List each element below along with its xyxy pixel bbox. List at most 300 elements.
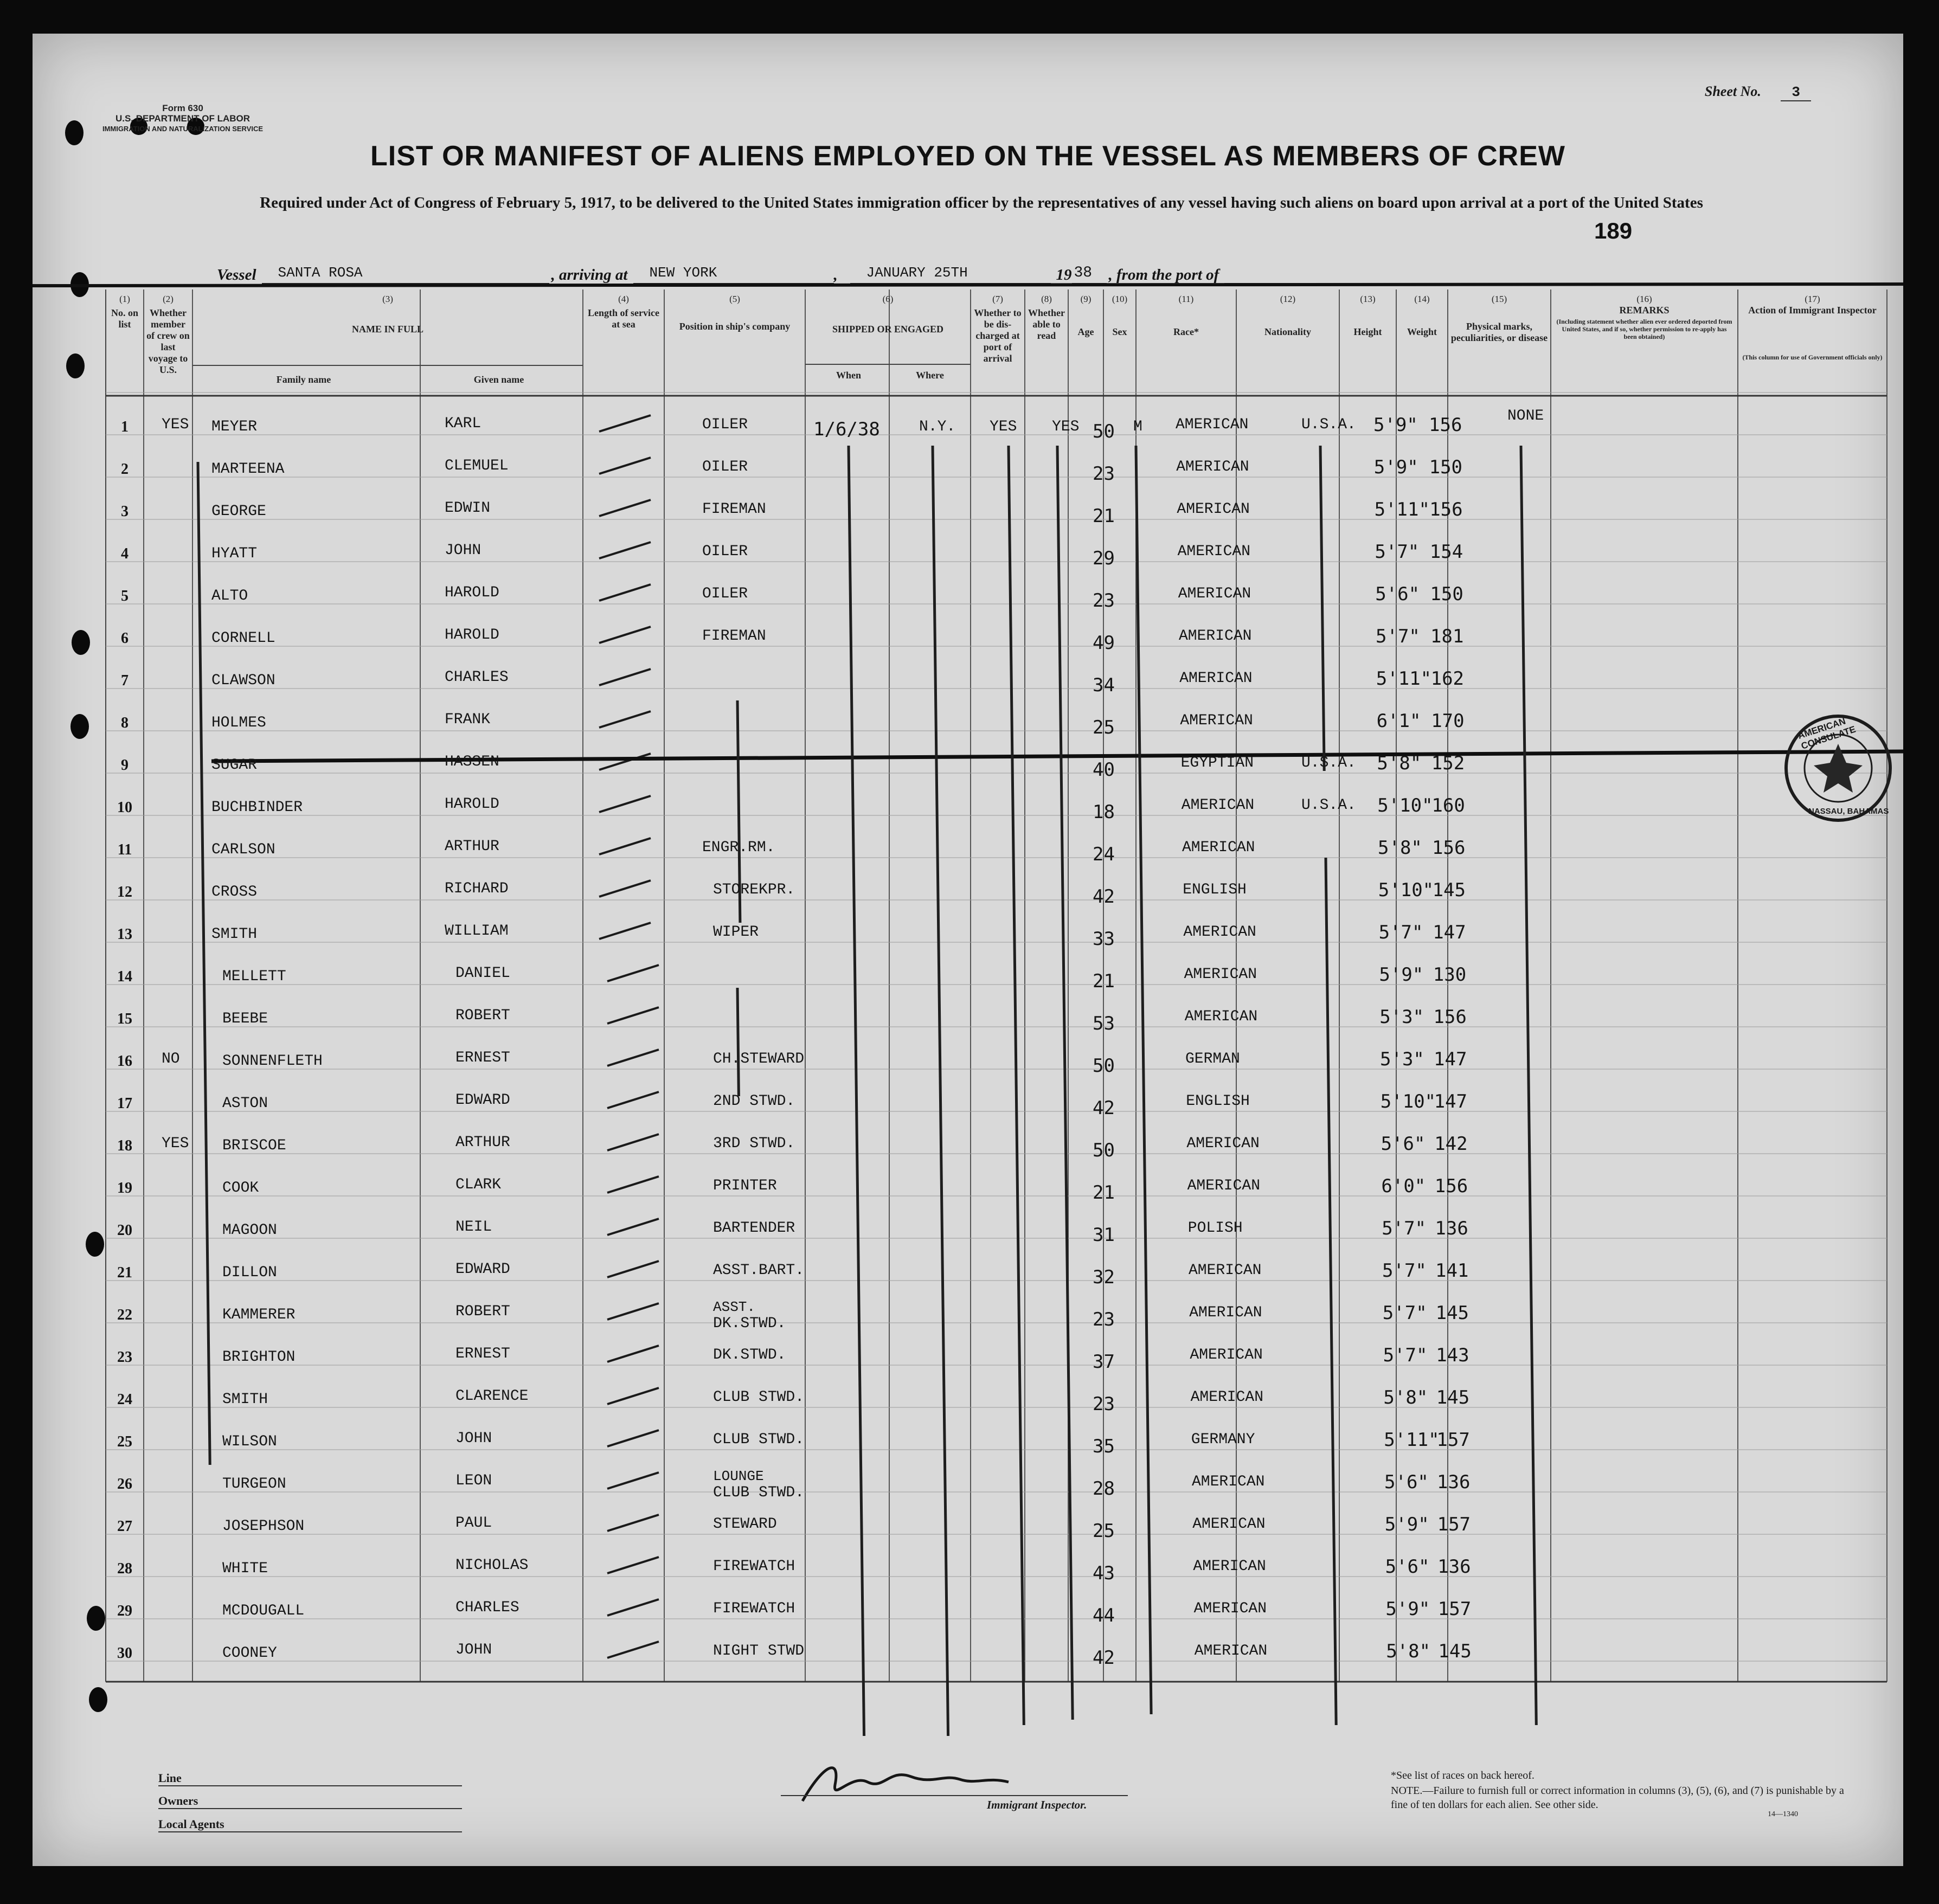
position-in-company: STOREKPR. <box>713 882 795 898</box>
given-name: ARTHUR <box>455 1134 510 1151</box>
position-in-company: 3RD STWD. <box>713 1135 795 1152</box>
arriving-label: , arriving at <box>551 266 628 284</box>
race-value: AMERICAN <box>1182 839 1255 856</box>
column-number-c2: (2) <box>163 294 174 304</box>
position-in-company: ENGR.RM. <box>702 839 775 856</box>
crew-member-status: YES <box>162 1135 189 1152</box>
service-length-mark <box>607 1346 659 1362</box>
given-name: ARTHUR <box>445 838 499 855</box>
height-value: 5'11" <box>1374 499 1430 520</box>
age-value: 40 <box>1093 759 1115 781</box>
weight-value: 154 <box>1429 541 1463 563</box>
given-name: NICHOLAS <box>455 1557 529 1574</box>
service-length-mark <box>599 880 651 897</box>
age-value: 33 <box>1093 928 1115 950</box>
position-in-company: ASST.BART. <box>713 1262 805 1279</box>
column-header-c10: Sex <box>1112 326 1127 337</box>
column-header-action-note: (This column for use of Government officials only) <box>1742 353 1883 361</box>
service-length-mark <box>607 1007 659 1024</box>
height-value: 5'6" <box>1384 1471 1429 1493</box>
nationality-value: U.S.A. <box>1301 755 1356 771</box>
voyage-rule <box>33 284 1903 286</box>
column-header-c14: Weight <box>1407 326 1437 337</box>
family-name: ALTO <box>211 588 248 604</box>
family-name: JOSEPHSON <box>222 1518 305 1535</box>
column-header-c7: Whether to be dis-charged at port of arrival <box>974 307 1022 364</box>
height-value: 5'11" <box>1384 1429 1440 1451</box>
family-name: COONEY <box>222 1645 277 1662</box>
height-value: 5'8" <box>1377 752 1422 774</box>
height-value: 5'10" <box>1377 795 1433 816</box>
row-number: 21 <box>117 1264 132 1281</box>
weight-value: 142 <box>1434 1133 1468 1155</box>
footer-agents-label: Local Agents <box>158 1817 462 1832</box>
age-value: 23 <box>1093 1309 1115 1330</box>
age-value: 21 <box>1093 970 1115 992</box>
age-value: 43 <box>1093 1562 1115 1584</box>
race-value: AMERICAN <box>1184 1008 1258 1025</box>
family-name: BEEBE <box>222 1011 268 1027</box>
age-value: 23 <box>1093 590 1115 612</box>
weight-value: 181 <box>1430 626 1464 647</box>
row-number: 12 <box>117 884 132 900</box>
row-number: 17 <box>117 1095 132 1112</box>
given-name: CLARENCE <box>455 1388 529 1405</box>
form-service: IMMIGRATION AND NATURALIZATION SERVICE <box>102 125 264 133</box>
footer-note-penalty: NOTE.—Failure to furnish full or correct information in columns (3), (5), (6), and (7) is punishable by a fine of ten dollars for each alien. See other side. <box>1391 1785 1844 1811</box>
family-name: WHITE <box>222 1560 268 1577</box>
race-value: AMERICAN <box>1192 1516 1266 1533</box>
service-length-mark <box>607 1388 659 1404</box>
form-number: Form 630 <box>162 103 203 113</box>
row-number: 25 <box>117 1433 132 1450</box>
given-name: DANIEL <box>455 965 510 982</box>
given-name: JOHN <box>455 1642 492 1658</box>
weight-value: 156 <box>1429 414 1462 436</box>
height-value: 5'7" <box>1382 1302 1427 1324</box>
given-name: NEIL <box>455 1219 492 1236</box>
stamp-city: NASSAU, BAHAMAS <box>1808 807 1889 816</box>
race-value: AMERICAN <box>1178 586 1251 602</box>
service-length-mark <box>607 1050 659 1066</box>
stamp-text: AMERICAN CONSULATE <box>1796 716 1857 751</box>
given-name: ROBERT <box>455 1007 510 1024</box>
age-value: 21 <box>1093 1182 1115 1204</box>
age-value: 32 <box>1093 1266 1115 1288</box>
family-name: CARLSON <box>211 841 275 858</box>
height-value: 6'0" <box>1381 1175 1426 1197</box>
given-name: CHARLES <box>445 669 509 686</box>
manifest-sheet <box>33 34 1903 1866</box>
position-in-company: DK.STWD. <box>713 1315 786 1332</box>
race-value: AMERICAN <box>1193 1558 1266 1575</box>
service-length-mark <box>599 796 651 812</box>
race-value: AMERICAN <box>1189 1262 1262 1279</box>
form-department: U.S. DEPARTMENT OF LABOR <box>115 113 251 124</box>
height-value: 5'10" <box>1380 1091 1436 1112</box>
column-header-c8: Whether able to read <box>1028 307 1065 341</box>
family-name: CLAWSON <box>211 672 275 689</box>
service-length-mark <box>607 1219 659 1235</box>
ditto-position <box>737 988 739 1096</box>
weight-value: 136 <box>1435 1218 1468 1239</box>
service-length-mark <box>599 711 651 728</box>
position-in-company: CH.STEWARD <box>713 1051 805 1067</box>
weight-value: 145 <box>1436 1387 1470 1408</box>
vessel-label: Vessel <box>217 266 256 284</box>
age-value: 23 <box>1093 1393 1115 1415</box>
row-number: 6 <box>121 630 129 647</box>
stamp-number: 189 <box>1594 218 1633 243</box>
column-number-c7: (7) <box>992 294 1003 304</box>
family-name: KAMMERER <box>222 1307 296 1323</box>
year-suffix: 38 <box>1072 265 1107 284</box>
age-value: 50 <box>1093 421 1115 442</box>
age-value: 23 <box>1093 463 1115 485</box>
nationality-value: U.S.A. <box>1301 797 1356 814</box>
height-value: 5'11" <box>1376 668 1432 690</box>
column-number-c16: (16) <box>1636 294 1652 304</box>
column-number-c4: (4) <box>618 294 629 304</box>
age-value: 37 <box>1093 1351 1115 1373</box>
height-value: 5'9" <box>1373 414 1418 436</box>
position-in-company: STEWARD <box>713 1516 777 1533</box>
physical-marks: NONE <box>1507 408 1544 424</box>
given-name: CLARK <box>455 1176 502 1193</box>
ditto-member <box>198 462 210 1465</box>
nationality-value: U.S.A. <box>1301 416 1356 433</box>
height-value: 5'7" <box>1382 1260 1427 1282</box>
sheet-number-value: 3 <box>1781 84 1811 101</box>
age-value: 53 <box>1093 1013 1115 1034</box>
row-number: 4 <box>121 545 129 562</box>
row-number: 16 <box>117 1053 132 1070</box>
ditto-read <box>1057 446 1073 1720</box>
row-number: 14 <box>117 968 132 985</box>
height-value: 5'7" <box>1383 1345 1428 1366</box>
weight-value: 156 <box>1434 1175 1468 1197</box>
height-value: 5'6" <box>1375 583 1420 605</box>
weight-value: 157 <box>1436 1429 1470 1451</box>
race-value: AMERICAN <box>1179 670 1253 687</box>
height-value: 5'9" <box>1385 1598 1430 1620</box>
race-value: AMERICAN <box>1192 1474 1265 1490</box>
race-value: AMERICAN <box>1183 924 1256 941</box>
age-value: 42 <box>1093 1097 1115 1119</box>
row-number: 3 <box>121 503 129 520</box>
vessel-name: SANTA ROSA <box>262 265 549 284</box>
page-title: LIST OR MANIFEST OF ALIENS EMPLOYED ON THE VESSEL AS MEMBERS OF CREW <box>370 140 1565 172</box>
given-name: ROBERT <box>455 1303 510 1320</box>
position-in-company: CLUB STWD. <box>713 1431 805 1448</box>
service-length-mark <box>607 1642 659 1658</box>
column-number-c14: (14) <box>1414 294 1430 304</box>
weight-value: 160 <box>1431 795 1465 816</box>
column-header-c3: NAME IN FULL <box>351 324 423 335</box>
height-value: 5'3" <box>1379 1006 1424 1028</box>
service-length-mark <box>599 838 651 854</box>
column-number-c10: (10) <box>1112 294 1128 304</box>
position-in-company: 2ND STWD. <box>713 1093 795 1110</box>
given-name: EDWARD <box>455 1092 510 1109</box>
service-length-mark <box>607 1599 659 1616</box>
row-number: 10 <box>117 799 132 816</box>
row-number: 9 <box>121 757 129 774</box>
column-header-c5: Position in ship's company <box>679 321 791 332</box>
weight-value: 136 <box>1437 1556 1471 1578</box>
service-length-mark <box>599 584 651 601</box>
age-value: 25 <box>1093 1520 1115 1542</box>
weight-value: 156 <box>1432 837 1466 859</box>
row-number: 22 <box>117 1307 132 1323</box>
weight-value: 150 <box>1429 456 1463 478</box>
height-value: 5'7" <box>1382 1218 1427 1239</box>
row-number: 2 <box>121 461 129 478</box>
column-header-when: When <box>836 370 861 381</box>
age-value: 35 <box>1093 1436 1115 1457</box>
weight-value: 157 <box>1437 1598 1472 1620</box>
position-in-company: FIREWATCH <box>713 1600 795 1617</box>
weight-value: 147 <box>1434 1091 1468 1112</box>
weight-value: 162 <box>1430 668 1465 690</box>
row-number: 24 <box>117 1391 132 1408</box>
age-value: 42 <box>1093 1647 1115 1669</box>
row-number: 18 <box>117 1137 132 1154</box>
sheet-number-label: Sheet No. <box>1704 83 1761 99</box>
given-name: PAUL <box>455 1515 492 1532</box>
position-in-company: CLUB STWD. <box>713 1389 805 1406</box>
column-header-given-name: Given name <box>473 374 524 385</box>
weight-value: 147 <box>1434 1049 1467 1070</box>
column-header-c6: SHIPPED OR ENGAGED <box>832 324 944 335</box>
family-name: ASTON <box>222 1095 268 1112</box>
height-value: 5'6" <box>1385 1556 1430 1578</box>
race-value: AMERICAN <box>1187 1178 1261 1194</box>
race-value: AMERICAN <box>1190 1347 1263 1363</box>
row-number: 8 <box>121 715 129 731</box>
service-length-mark <box>599 627 651 643</box>
family-name: GEORGE <box>211 503 266 520</box>
from-port-label: , from the port of <box>1108 266 1219 284</box>
service-length-mark <box>607 1430 659 1446</box>
arrival-date: JANUARY 25TH <box>850 265 1051 284</box>
column-header-where: Where <box>916 370 944 381</box>
given-name: JOHN <box>455 1430 492 1447</box>
footer-note-races: *See list of races on back hereof. <box>1391 1770 1534 1781</box>
race-value: GERMANY <box>1191 1431 1255 1448</box>
column-header-c9: Age <box>1077 326 1094 337</box>
column-number-c5: (5) <box>729 294 740 304</box>
family-name: WILSON <box>222 1433 277 1450</box>
weight-value: 147 <box>1433 922 1466 943</box>
column-number-c11: (11) <box>1178 294 1194 304</box>
position-in-company: OILER <box>702 459 748 475</box>
height-value: 5'10" <box>1378 879 1434 901</box>
column-number-c6: (6) <box>882 294 894 304</box>
service-length-mark <box>607 965 659 981</box>
age-value: 21 <box>1093 505 1115 527</box>
family-name: CROSS <box>211 884 258 900</box>
weight-value: 143 <box>1436 1345 1469 1366</box>
age-value: 34 <box>1093 674 1115 696</box>
page-subtitle: Required under Act of Congress of February 5, 1917, to be delivered to the United States immigration officer by the representatives of any vessel having such aliens on board upon arrival at a port of the United States <box>260 194 1703 211</box>
position-in-company: FIREMAN <box>702 501 766 518</box>
service-length-mark <box>599 415 651 432</box>
row-number: 19 <box>117 1180 132 1197</box>
height-value: 5'7" <box>1376 626 1420 647</box>
footer-form-code: 14—1340 <box>1768 1810 1798 1818</box>
ditto-nationality <box>1320 446 1324 771</box>
given-name: CHARLES <box>455 1599 519 1616</box>
race-value: AMERICAN <box>1184 966 1257 983</box>
race-value: AMERICAN <box>1190 1389 1264 1406</box>
family-name: COOK <box>222 1180 259 1197</box>
service-length-mark <box>607 1557 659 1573</box>
race-value: AMERICAN <box>1177 501 1250 518</box>
given-name: CLEMUEL <box>445 458 509 474</box>
row-number: 26 <box>117 1476 132 1493</box>
row-number: 7 <box>121 672 129 689</box>
family-name: SMITH <box>222 1391 268 1408</box>
given-name: FRANK <box>445 711 491 728</box>
shipped-where: N.Y. <box>919 419 956 435</box>
column-header-c16: REMARKS <box>1619 305 1670 316</box>
race-value: AMERICAN <box>1177 543 1251 560</box>
service-length-mark <box>607 1134 659 1150</box>
footer-line-label: Line <box>158 1771 462 1786</box>
ditto-when <box>849 446 864 1736</box>
family-name: MARTEENA <box>211 461 285 478</box>
service-length-mark <box>607 1261 659 1277</box>
given-name: HAROLD <box>445 584 499 601</box>
weight-value: 170 <box>1431 710 1465 732</box>
family-name: CORNELL <box>211 630 275 647</box>
race-value: AMERICAN <box>1189 1304 1262 1321</box>
crew-member-status: YES <box>162 416 189 433</box>
column-header-remarks-note: (Including statement whether alien ever ordered deported from United States, and if so, whether permission to re-apply has been obtained) <box>1556 318 1732 340</box>
family-name: MELLETT <box>222 968 286 985</box>
footer-owners-label: Owners <box>158 1794 462 1809</box>
family-name: BRISCOE <box>222 1137 286 1154</box>
weight-value: 156 <box>1429 499 1463 520</box>
column-header-c1: No. on list <box>111 307 138 330</box>
family-name: MEYER <box>211 419 258 435</box>
shipped-when: 1/6/38 <box>813 419 880 440</box>
column-number-c15: (15) <box>1491 294 1507 304</box>
row-number: 15 <box>117 1011 132 1027</box>
row-number: 28 <box>117 1560 132 1577</box>
height-value: 5'6" <box>1381 1133 1426 1155</box>
service-length-mark <box>607 1472 659 1489</box>
height-value: 5'9" <box>1373 456 1418 478</box>
family-name: SONNENFLETH <box>222 1053 323 1070</box>
position-in-company: NIGHT STWD <box>713 1643 805 1659</box>
row-number: 20 <box>117 1222 132 1239</box>
family-name: SUGAR <box>211 757 258 774</box>
position-in-company: FIREMAN <box>702 628 766 645</box>
service-length-mark <box>599 669 651 685</box>
race-value: AMERICAN <box>1194 1643 1268 1659</box>
race-value: AMERICAN <box>1193 1600 1267 1617</box>
position-in-company: OILER <box>702 416 748 433</box>
column-header-c4: Length of service at sea <box>588 307 659 330</box>
service-length-mark <box>599 500 651 516</box>
height-value: 5'9" <box>1384 1514 1429 1535</box>
race-value: AMERICAN <box>1179 628 1252 645</box>
family-name: SMITH <box>211 926 258 943</box>
column-header-family-name: Family name <box>276 374 331 385</box>
column-number-c1: (1) <box>119 294 130 304</box>
weight-value: 136 <box>1437 1471 1471 1493</box>
race-value: AMERICAN <box>1176 459 1249 475</box>
given-name: HAROLD <box>445 627 499 644</box>
service-length-mark <box>599 754 651 770</box>
race-value: AMERICAN <box>1176 416 1249 433</box>
service-length-mark <box>607 1176 659 1193</box>
given-name: LEON <box>455 1472 492 1489</box>
given-name: HAROLD <box>445 796 499 813</box>
weight-value: 145 <box>1438 1641 1472 1662</box>
consulate-stamp <box>1781 711 1895 825</box>
service-length-mark <box>607 1092 659 1108</box>
family-name: BUCHBINDER <box>211 799 303 816</box>
height-value: 5'3" <box>1380 1049 1424 1070</box>
service-length-mark <box>607 1303 659 1320</box>
column-header-c11: Race* <box>1173 326 1199 337</box>
row-number: 30 <box>117 1645 132 1662</box>
column-header-c17: Action of Immigrant Inspector <box>1748 305 1877 316</box>
column-number-c17: (17) <box>1805 294 1820 304</box>
family-name: MCDOUGALL <box>222 1603 305 1619</box>
age-value: 28 <box>1093 1478 1115 1500</box>
age-value: 25 <box>1093 717 1115 738</box>
column-number-c3: (3) <box>382 294 393 304</box>
height-value: 5'8" <box>1386 1641 1431 1662</box>
position-in-company: CLUB STWD. <box>713 1484 805 1501</box>
age-value: 31 <box>1093 1224 1115 1246</box>
row-number: 11 <box>117 841 132 858</box>
family-name: BRIGHTON <box>222 1349 296 1366</box>
age-value: 18 <box>1093 801 1115 823</box>
service-length-mark <box>599 542 651 558</box>
weight-value: 150 <box>1430 583 1463 605</box>
row-number: 29 <box>117 1603 132 1619</box>
column-header-c12: Nationality <box>1264 326 1311 337</box>
weight-value: 141 <box>1435 1260 1469 1282</box>
given-name: RICHARD <box>445 880 509 897</box>
family-name: TURGEON <box>222 1476 286 1493</box>
service-length-mark <box>607 1515 659 1531</box>
weight-value: 130 <box>1433 964 1467 986</box>
age-value: 49 <box>1093 632 1115 654</box>
position-in-company: DK.STWD. <box>713 1347 786 1363</box>
age-value: 42 <box>1093 886 1115 908</box>
year-prefix: 19 <box>1056 266 1072 284</box>
position-in-company: OILER <box>702 586 748 602</box>
row-number: 13 <box>117 926 132 943</box>
race-value: AMERICAN <box>1186 1135 1260 1152</box>
position-in-company: WIPER <box>713 924 759 941</box>
height-value: 5'7" <box>1375 541 1420 563</box>
inspector-label: Immigrant Inspector. <box>987 1798 1087 1811</box>
given-name: EDWARD <box>455 1261 510 1278</box>
sex-value: M <box>1133 419 1142 435</box>
height-value: 5'8" <box>1378 837 1422 859</box>
ditto-nationality <box>1326 858 1336 1725</box>
position-in-company: BARTENDER <box>713 1220 795 1237</box>
column-number-c9: (9) <box>1080 294 1092 304</box>
weight-value: 156 <box>1433 1006 1467 1028</box>
